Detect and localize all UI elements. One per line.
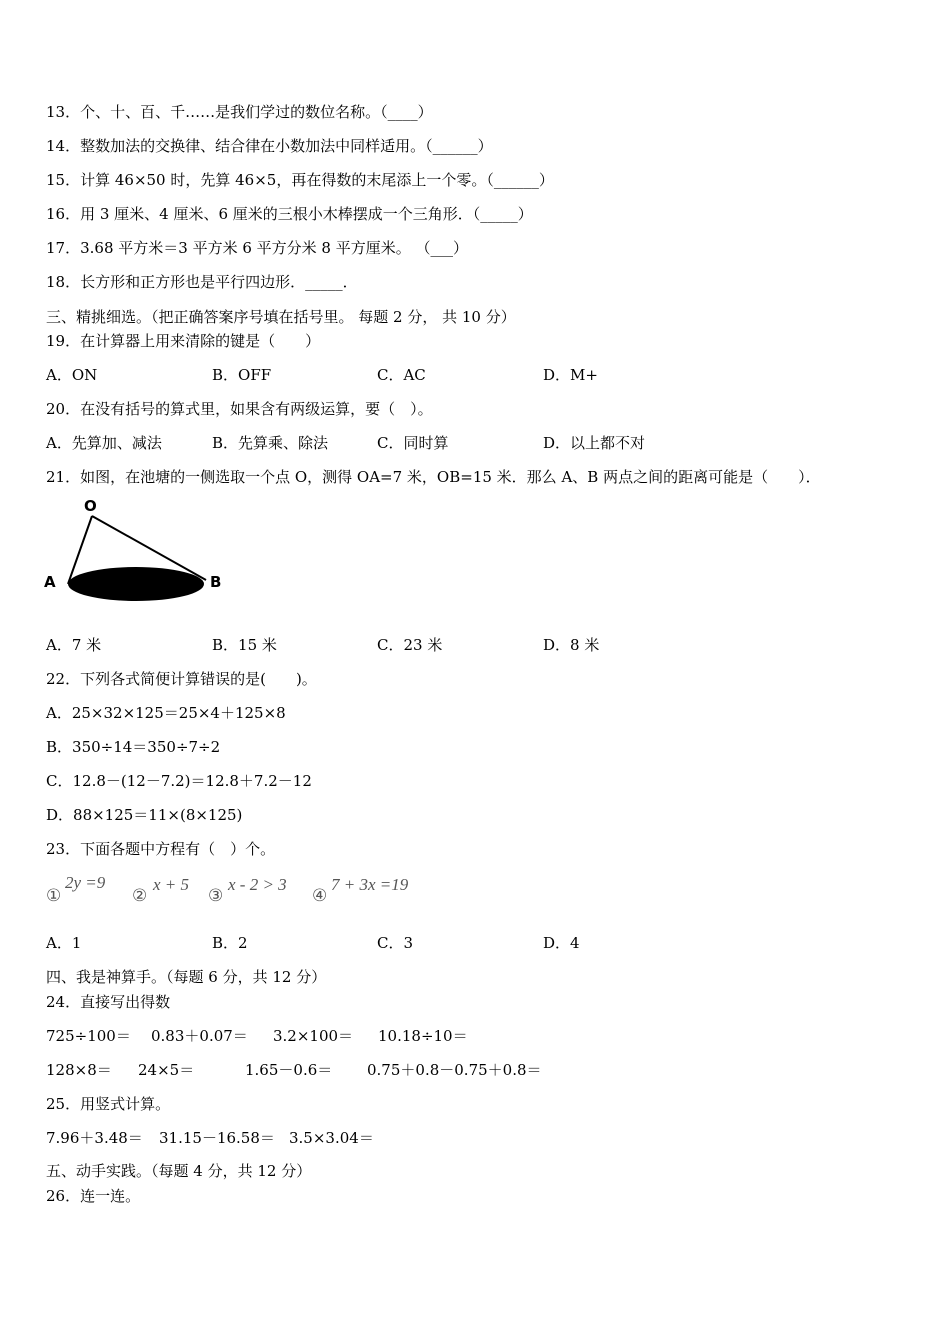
option-d: D．4 bbox=[543, 934, 580, 952]
option-c: C．23 米 bbox=[377, 636, 443, 654]
option-b: B．350÷14＝350÷7÷2 bbox=[46, 738, 221, 756]
option-d: D．M+ bbox=[543, 366, 598, 384]
option-b: B．2 bbox=[212, 934, 248, 952]
item-4-marker: ④ bbox=[312, 886, 328, 906]
question-26: 26．连一连。 bbox=[46, 1187, 141, 1205]
question-21-options bbox=[46, 636, 746, 654]
question-16: 16．用 3 厘米、4 厘米、6 厘米的三根小木棒摆成一个三角形．（_____） bbox=[46, 205, 533, 223]
point-o-label: O bbox=[84, 497, 97, 515]
calc-item: 3.2×100＝ bbox=[273, 1027, 354, 1045]
item-2-marker: ② bbox=[132, 886, 148, 906]
question-17: 17．3.68 平方米＝3 平方米 6 平方分米 8 平方厘米。 （___） bbox=[46, 239, 468, 257]
option-b: B．先算乘、除法 bbox=[212, 434, 329, 452]
pond-shape bbox=[68, 567, 204, 601]
question-20: 20．在没有括号的算式里，如果含有两级运算，要（ ）。 bbox=[46, 400, 433, 418]
question-15: 15．计算 46×50 时，先算 46×5，再在得数的末尾添上一个零。（______） bbox=[46, 171, 554, 189]
question-22: 22．下列各式简便计算错误的是( )。 bbox=[46, 670, 317, 688]
question-23-options bbox=[46, 934, 746, 952]
item-1-marker: ① bbox=[46, 886, 62, 906]
question-21: 21．如图，在池塘的一侧选取一个点 O，测得 OA=7 米，OB=15 米．那么 A、B 两点之间的距离可能是（ ）． bbox=[46, 468, 821, 486]
option-c: C．同时算 bbox=[377, 434, 449, 452]
calc-item: 725÷100＝ bbox=[46, 1027, 131, 1045]
option-a: A．先算加、减法 bbox=[46, 434, 162, 452]
section-5-heading: 五、动手实践。（每题 4 分，共 12 分） bbox=[46, 1162, 312, 1180]
calc-item: 24×5＝ bbox=[138, 1061, 195, 1079]
calc-item: 7.96＋3.48＝ bbox=[46, 1129, 143, 1147]
calc-item: 0.75＋0.8－0.75＋0.8＝ bbox=[367, 1061, 542, 1079]
question-19: 19．在计算器上用来清除的键是（ ） bbox=[46, 332, 321, 350]
question-18: 18．长方形和正方形也是平行四边形．_____． bbox=[46, 273, 358, 291]
calc-item: 3.5×3.04＝ bbox=[289, 1129, 374, 1147]
item-3-expr: x - 2 > 3 bbox=[228, 875, 287, 894]
option-a: A．7 米 bbox=[46, 636, 102, 654]
pond-figure bbox=[40, 492, 240, 612]
section-3-heading: 三、精挑细选。（把正确答案序号填在括号里。 每题 2 分， 共 10 分） bbox=[46, 308, 516, 326]
question-14: 14．整数加法的交换律、结合律在小数加法中同样适用。（______） bbox=[46, 137, 493, 155]
item-3-marker: ③ bbox=[208, 886, 224, 906]
option-b: B．OFF bbox=[212, 366, 272, 384]
calc-item: 31.15－16.58＝ bbox=[159, 1129, 275, 1147]
question-20-options bbox=[46, 434, 746, 452]
section-4-heading: 四、我是神算手。（每题 6 分，共 12 分） bbox=[46, 968, 327, 986]
item-1-expr: 2y =9 bbox=[65, 873, 106, 892]
calc-item: 128×8＝ bbox=[46, 1061, 112, 1079]
option-b: B．15 米 bbox=[212, 636, 277, 654]
option-d: D．以上都不对 bbox=[543, 434, 646, 452]
question-24: 24．直接写出得数 bbox=[46, 993, 171, 1011]
option-c: C．AC bbox=[377, 366, 426, 384]
option-a: A．ON bbox=[46, 366, 98, 384]
option-d: D．88×125＝11×(8×125) bbox=[46, 806, 243, 824]
question-13: 13．个、十、百、千……是我们学过的数位名称。（____） bbox=[46, 103, 433, 121]
calc-item: 1.65－0.6＝ bbox=[245, 1061, 333, 1079]
option-c: C．3 bbox=[377, 934, 414, 952]
item-4-expr: 7 + 3x =19 bbox=[331, 875, 409, 894]
question-25: 25．用竖式计算。 bbox=[46, 1095, 171, 1113]
option-a: A．1 bbox=[46, 934, 82, 952]
question-23: 23．下面各题中方程有（ ）个。 bbox=[46, 840, 276, 858]
option-a: A．25×32×125＝25×4＋125×8 bbox=[46, 704, 286, 722]
calc-item: 10.18÷10＝ bbox=[378, 1027, 468, 1045]
question-19-options bbox=[46, 366, 746, 384]
calc-item: 0.83＋0.07＝ bbox=[151, 1027, 248, 1045]
option-d: D．8 米 bbox=[543, 636, 600, 654]
point-b-label: B bbox=[210, 573, 222, 591]
item-2-expr: x + 5 bbox=[153, 875, 190, 894]
option-c: C．12.8－(12－7.2)＝12.8＋7.2－12 bbox=[46, 772, 312, 790]
point-a-label: A bbox=[44, 573, 56, 591]
